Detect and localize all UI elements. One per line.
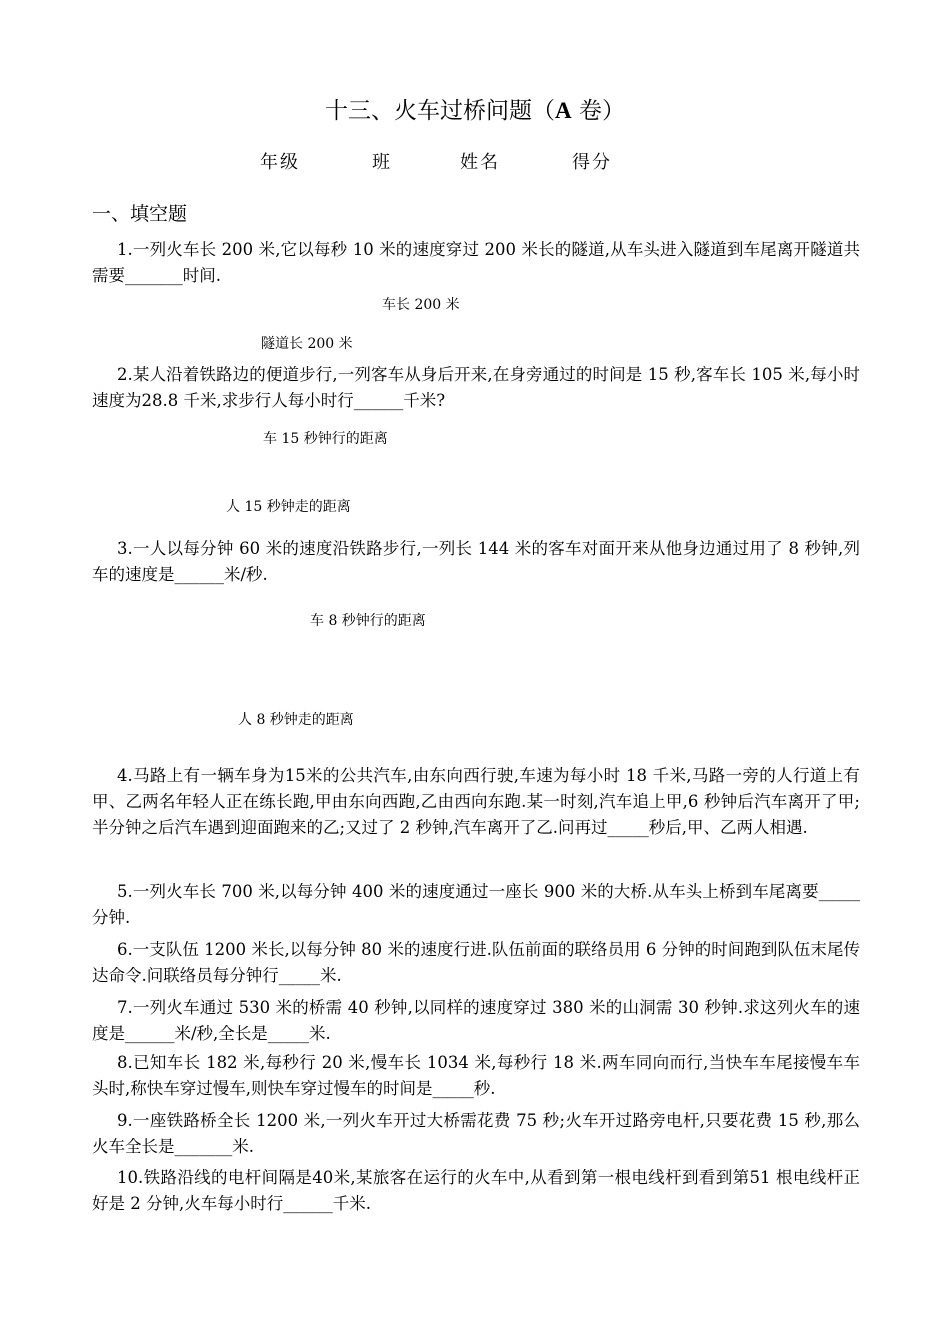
class-label: 班: [372, 152, 392, 173]
question-7: 7.一列火车通过 530 米的桥需 40 秒钟,以同样的速度穿过 380 米的山洞需 30 秒钟.求这列火车的速度是______米/秒,全长是_____米.: [92, 998, 860, 1043]
question-5: 5.一列火车长 700 米,以每分钟 400 米的速度通过一座长 900 米的大桥.从车头上桥到车尾离要_____分钟.: [92, 882, 860, 927]
title-end: 卷）: [571, 98, 625, 124]
question-10: 10.铁路沿线的电杆间隔是40米,某旅客在运行的火车中,从看到第一根电线杆到看到第51 根电线杆正好是 2 分钟,火车每小时行______千米.: [92, 1168, 860, 1213]
name-label: 姓名: [460, 152, 500, 173]
q2-person-caption: 人 15 秒钟走的距离: [226, 499, 351, 515]
q3-train-caption: 车 8 秒钟行的距离: [310, 613, 426, 629]
q3-person-caption: 人 8 秒钟走的距离: [238, 712, 354, 728]
q1-tunnel-caption: 隧道长 200 米: [261, 336, 353, 352]
question-3: 3.一人以每分钟 60 米的速度沿铁路步行,一列长 144 米的客车对面开来从他身边通过用了 8 秒钟,列车的速度是______米/秒.: [92, 539, 860, 584]
question-4: 4.马路上有一辆车身为15米的公共汽车,由东向西行驶,车速为每小时 18 千米,马路一旁的人行道上有甲、乙两名年轻人正在练长跑,甲由东向西跑,乙由西向东跑.某一时刻,汽车追上甲,6 秒钟后汽车离开了甲;半分钟之后汽车遇到迎面跑来的乙;又过了 2 秒钟,汽车离开了乙.问再过_____秒后,甲、乙两人相遇.: [92, 766, 860, 837]
title-volume-letter: A: [555, 98, 572, 123]
grade-label: 年级: [260, 152, 300, 173]
question-9: 9.一座铁路桥全长 1200 米,一列火车开过大桥需花费 75 秒;火车开过路旁电杆,只要花费 15 秒,那么火车全长是_______米.: [92, 1111, 860, 1156]
section-heading: 一、填空题: [92, 203, 188, 225]
question-1: 1.一列火车长 200 米,它以每秒 10 米的速度穿过 200 米长的隧道,从车头进入隧道到车尾离开隧道共需要_______时间.: [92, 240, 860, 285]
question-2: 2.某人沿着铁路边的便道步行,一列客车从身后开来,在身旁通过的时间是 15 秒,客车长 105 米,每小时速度为28.8 千米,求步行人每小时行______千米?: [92, 365, 860, 410]
title-text: 十三、火车过桥问题（: [325, 98, 556, 124]
q2-train-caption: 车 15 秒钟行的距离: [263, 431, 388, 447]
question-8: 8.已知车长 182 米,每秒行 20 米,慢车长 1034 米,每秒行 18 米.两车同向而行,当快车车尾接慢车车头时,称快车穿过慢车,则快车穿过慢车的时间是_____秒.: [92, 1053, 860, 1098]
score-label: 得分: [572, 152, 612, 173]
question-6: 6.一支队伍 1200 米长,以每分钟 80 米的速度行进.队伍前面的联络员用 6 分钟的时间跑到队伍末尾传达命令.问联络员每分钟行_____米.: [92, 940, 860, 985]
q1-train-caption: 车长 200 米: [382, 297, 460, 313]
page-title: [0, 92, 950, 125]
